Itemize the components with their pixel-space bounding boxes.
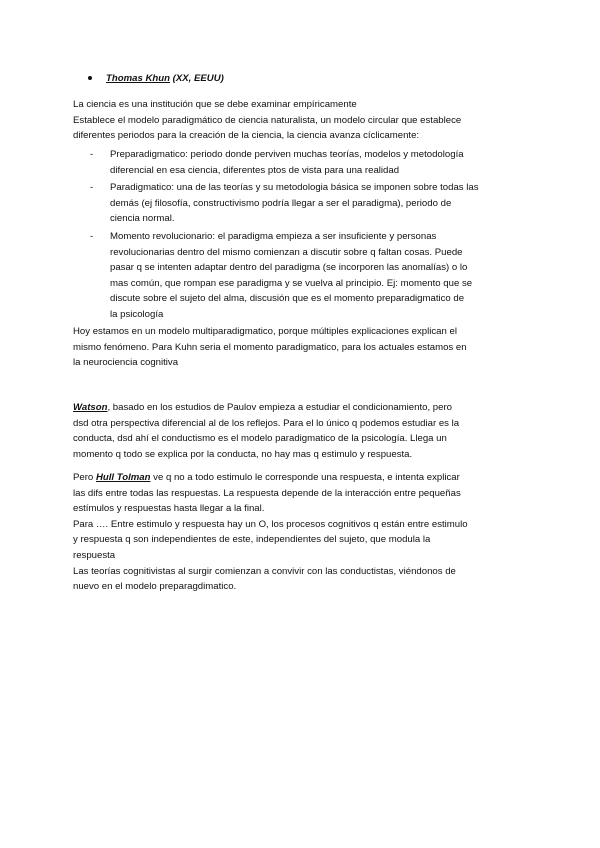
kuhn-intro-line: La ciencia es una institución que se debe examinar empíricamente bbox=[73, 99, 357, 110]
watson-first-line bbox=[73, 400, 528, 416]
hull-line: nuevo en el modelo preparagdimatico. bbox=[73, 581, 237, 593]
hull-line: Para …. Entre estimulo y respuesta hay un O, los procesos cognitivos q están entre estimulo bbox=[73, 518, 468, 530]
hull-name: Hull Tolman bbox=[95, 472, 151, 483]
hull-line: Las teorías cognitivistas al surgir comienzan a convivir con las conductistas, viéndonos de bbox=[73, 565, 456, 577]
list-item-line: ciencia normal. bbox=[110, 213, 175, 225]
list-item-line: demás (ej filosofía, constructivismo podría llegar a ser el paradigma), periodo de bbox=[110, 197, 452, 209]
bullet-dot-icon bbox=[88, 76, 92, 80]
hull-first-line-text: ve q no a todo estimulo le corresponde una respuesta, e intenta explicar bbox=[150, 472, 460, 483]
kuhn-meta: (XX, EEUU) bbox=[172, 73, 224, 84]
kuhn-closing bbox=[73, 324, 528, 371]
kuhn-closing-line: la neurociencia cognitiva bbox=[73, 357, 179, 369]
hull-line: y respuesta q son independientes de este, independientes del sujeto, que modula la bbox=[73, 534, 431, 546]
hull-first-line bbox=[73, 470, 528, 486]
watson-line: conducta, dsd ahí el conductismo es el modelo paradigmatico de la psicología. Llega un bbox=[73, 433, 447, 445]
list-item-line: mas común, que rompan ese paradigma y se vuelva al principio. Ej: momento que se bbox=[110, 277, 473, 289]
hull-line: respuesta bbox=[73, 549, 116, 561]
hull-paragraph bbox=[73, 470, 528, 595]
kuhn-intro-line: diferentes periodos para la creación de la ciencia, la ciencia avanza cíclicamente: bbox=[73, 130, 420, 142]
hull-line: estímulos y respuestas hasta llegar a la final. bbox=[73, 503, 265, 515]
hull-prefix: Pero bbox=[73, 472, 96, 483]
dash-marker: - bbox=[90, 182, 94, 193]
list-item-line: revolucionarias dentro del mismo comienzan a discutir sobre q faltan cosas. Puede bbox=[110, 246, 463, 258]
kuhn-closing-line: mismo fenómeno. Para Kuhn seria el momento paradigmatico, para los actuales estamos en bbox=[73, 341, 467, 353]
kuhn-closing-line: Hoy estamos en un modelo multiparadigmatico, porque múltiples explicaciones explican el bbox=[73, 326, 457, 337]
list-item-line: pasar q se intenten adaptar dentro del paradigma (se incorporen las anomalías) o lo bbox=[110, 262, 468, 274]
list-item-line: Momento revolucionario: el paradigma empieza a ser insuficiente y personas bbox=[110, 231, 437, 242]
watson-name: Watson bbox=[73, 402, 108, 413]
watson-line: dsd otra perspectiva diferencial al de los reflejos. Para el lo único q podemos estudiar es la bbox=[73, 417, 460, 429]
kuhn-name: Thomas Khun bbox=[106, 73, 170, 84]
list-item-line: la psicología bbox=[110, 308, 164, 320]
list-item-line: Preparadigmatico: periodo donde perviven muchas teorías, modelos y metodología bbox=[110, 149, 464, 160]
list-item-line: diferencial en esa ciencia, diferentes ptos de vista para una realidad bbox=[110, 164, 400, 176]
watson-first-line-text: , basado en los estudios de Paulov empieza a estudiar el condicionamiento, pero bbox=[107, 402, 452, 413]
kuhn-heading bbox=[88, 71, 224, 87]
dash-marker: - bbox=[90, 231, 94, 242]
watson-paragraph bbox=[73, 400, 528, 462]
kuhn-intro bbox=[73, 97, 528, 144]
list-item-line: discute sobre el sujeto del alma, discusión que es el momento preparadigmatico de bbox=[110, 293, 465, 305]
watson-line: momento q todo se explica por la conducta, no hay mas q estimulo y respuesta. bbox=[73, 448, 413, 460]
dash-marker: - bbox=[90, 149, 94, 160]
list-item-line: Paradigmatico: una de las teorías y su metodologia básica se imponen sobre todas las bbox=[110, 182, 479, 193]
kuhn-intro-line: Establece el modelo paradigmático de ciencia naturalista, un modelo circular que establece bbox=[73, 114, 462, 126]
hull-line: las difs entre todas las respuestas. La respuesta depende de la interacción entre pequeñas bbox=[73, 487, 461, 499]
